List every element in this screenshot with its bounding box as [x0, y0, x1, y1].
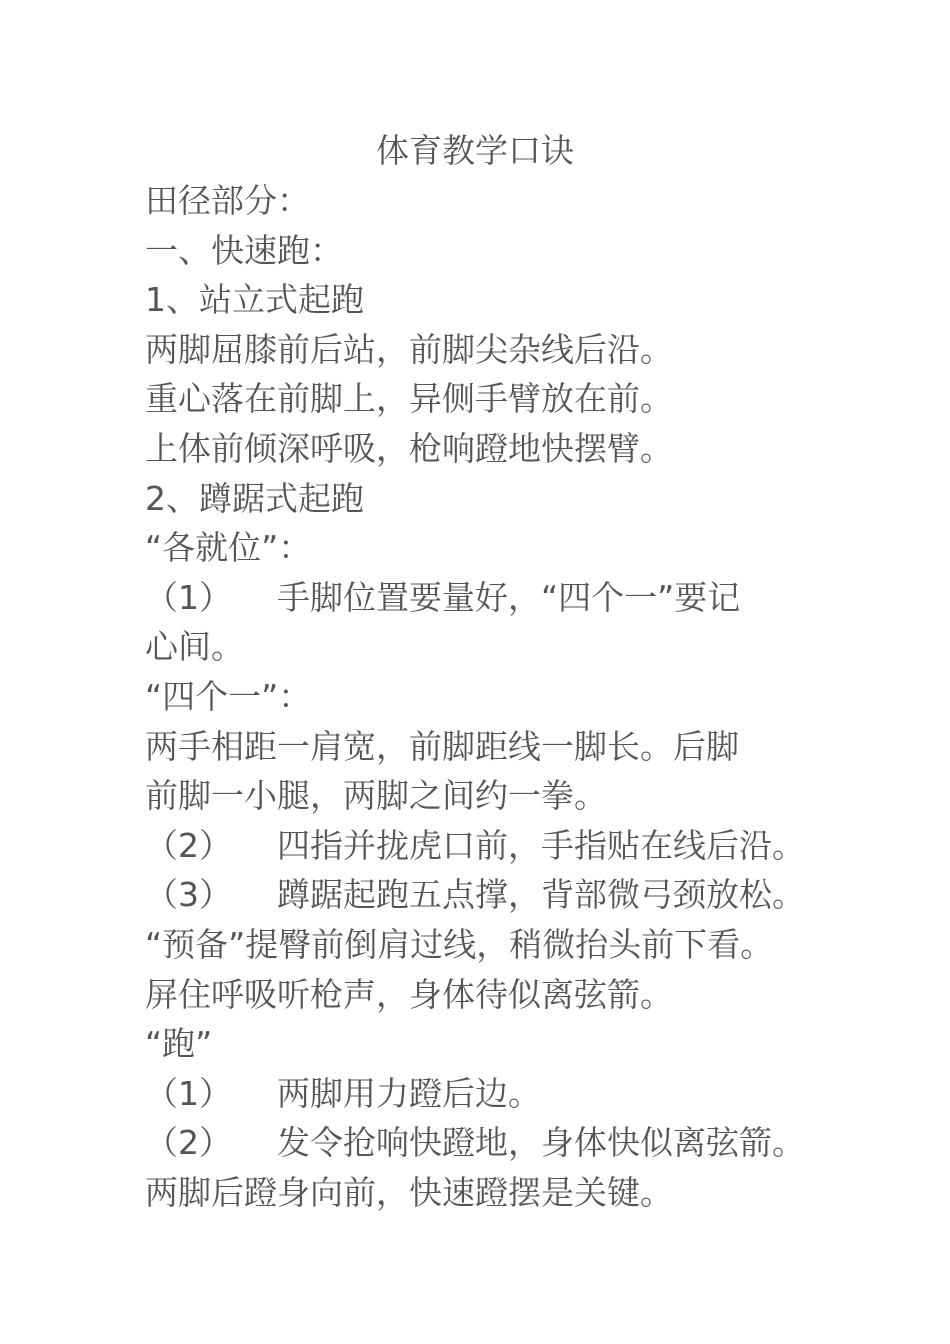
text-line: 两手相距一肩宽，前脚距线一脚长。后脚 — [145, 726, 739, 766]
numbered-item — [145, 1069, 845, 1119]
document-body — [145, 176, 845, 1217]
heading-fast-running: 一、快速跑： — [145, 230, 343, 270]
text-line: “预备”提臀前倒肩过线，稍微抬头前下看。 — [145, 924, 774, 964]
item-number: （2） — [145, 1123, 232, 1163]
document-title: 体育教学口诀 — [376, 131, 574, 170]
item-number: （2） — [145, 825, 232, 865]
item-text: 两脚用力蹬后边。 — [277, 1073, 541, 1113]
subheading-crouch-start: 2、蹲踞式起跑 — [145, 478, 364, 518]
item-number: （1） — [145, 577, 232, 617]
text-line: 心间。 — [145, 627, 244, 667]
item-text: 蹲踞起跑五点撑，背部微弓颈放松。 — [277, 875, 805, 915]
item-number: （3） — [145, 875, 232, 915]
label-go: “跑” — [145, 1024, 213, 1064]
item-text: 发令抢响快蹬地，身体快似离弦箭。 — [277, 1123, 805, 1163]
numbered-item — [145, 870, 845, 920]
section-heading: 田径部分： — [145, 181, 310, 220]
text-line: 前脚一小腿，两脚之间约一拳。 — [145, 776, 607, 816]
numbered-item — [145, 821, 845, 871]
text-line: 屏住呼吸听枪声，身体待似离弦箭。 — [145, 974, 673, 1014]
text-line: 重心落在前脚上，异侧手臂放在前。 — [145, 379, 673, 419]
text-line: 两脚后蹬身向前，快速蹬摆是关键。 — [145, 1172, 673, 1212]
item-number: （1） — [145, 1073, 232, 1113]
numbered-item — [145, 1118, 845, 1168]
subheading-standing-start: 1、站立式起跑 — [145, 280, 364, 320]
label-four-ones: “四个一”： — [145, 676, 312, 716]
item-text: 手脚位置要量好，“四个一”要记 — [277, 577, 741, 617]
label-on-your-marks: “各就位”： — [145, 528, 312, 568]
item-text: 四指并拢虎口前，手指贴在线后沿。 — [277, 825, 805, 865]
numbered-item — [145, 573, 845, 623]
text-line: 两脚屈膝前后站，前脚尖杂线后沿。 — [145, 329, 673, 369]
text-line: 上体前倾深呼吸，枪响蹬地快摆臂。 — [145, 428, 673, 468]
